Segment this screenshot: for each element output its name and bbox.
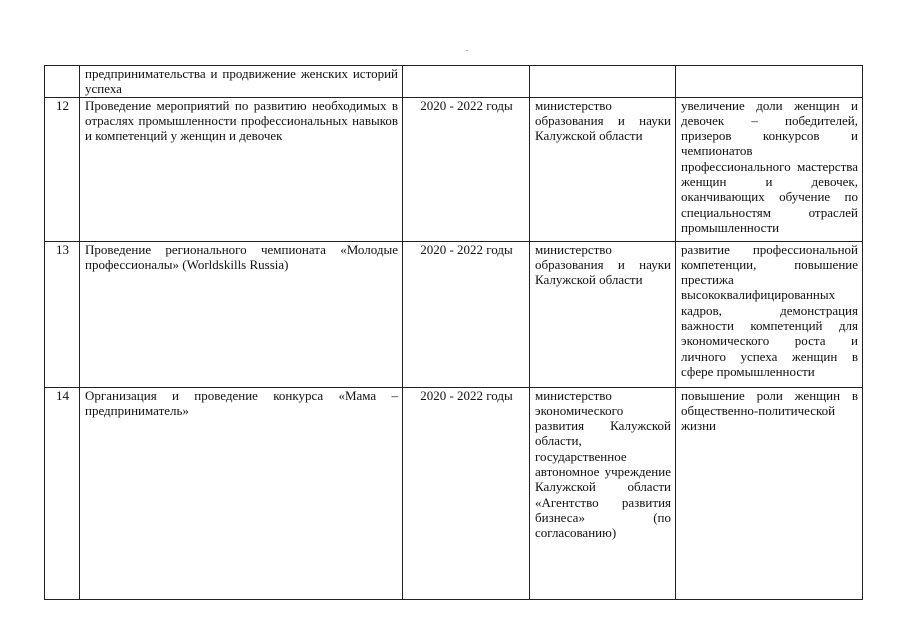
result-cell: увеличение доли женщин и девочек – победителей, призеров конкурсов и чемпионатов профессионального мастерства женщин и девочек, оканчивающих обучение по специальностям отраслей промышленности [676, 97, 863, 241]
period-cell: 2020 - 2022 годы [403, 97, 530, 241]
executor-cell: министерство образования и науки Калужской области [530, 97, 676, 241]
table-row [45, 241, 863, 387]
result-cell [676, 66, 863, 98]
activity-cell: Проведение регионального чемпионата «Молодые профессионалы» (Worldskills Russia) [80, 241, 403, 387]
executor-cell: министерство образования и науки Калужской области [530, 241, 676, 387]
table-row [45, 97, 863, 241]
row-number [45, 66, 80, 98]
activity-cell: предпринимательства и продвижение женских историй успеха [80, 66, 403, 98]
row-number: 13 [45, 241, 80, 387]
period-cell: 2020 - 2022 годы [403, 387, 530, 599]
scan-speck [466, 50, 468, 51]
period-cell [403, 66, 530, 98]
measures-table [44, 65, 863, 600]
activity-cell: Организация и проведение конкурса «Мама – предприниматель» [80, 387, 403, 599]
result-cell: повышение роли женщин в общественно-политической жизни [676, 387, 863, 599]
table-row [45, 66, 863, 98]
row-number: 12 [45, 97, 80, 241]
row-number: 14 [45, 387, 80, 599]
executor-cell [530, 66, 676, 98]
executor-cell: министерство экономического развития Калужской области, государственное автономное учреждение Калужской области «Агентство развития бизнеса» (по согласованию) [530, 387, 676, 599]
period-cell: 2020 - 2022 годы [403, 241, 530, 387]
activity-cell: Проведение мероприятий по развитию необходимых в отраслях промышленности профессиональных навыков и компетенций у женщин и девочек [80, 97, 403, 241]
table-row [45, 387, 863, 599]
result-cell: развитие профессиональной компетенции, повышение престижа высококвалифицированных кадров, демонстрация важности компетенций для экономического роста и личного успеха женщин в сфере промышленности [676, 241, 863, 387]
